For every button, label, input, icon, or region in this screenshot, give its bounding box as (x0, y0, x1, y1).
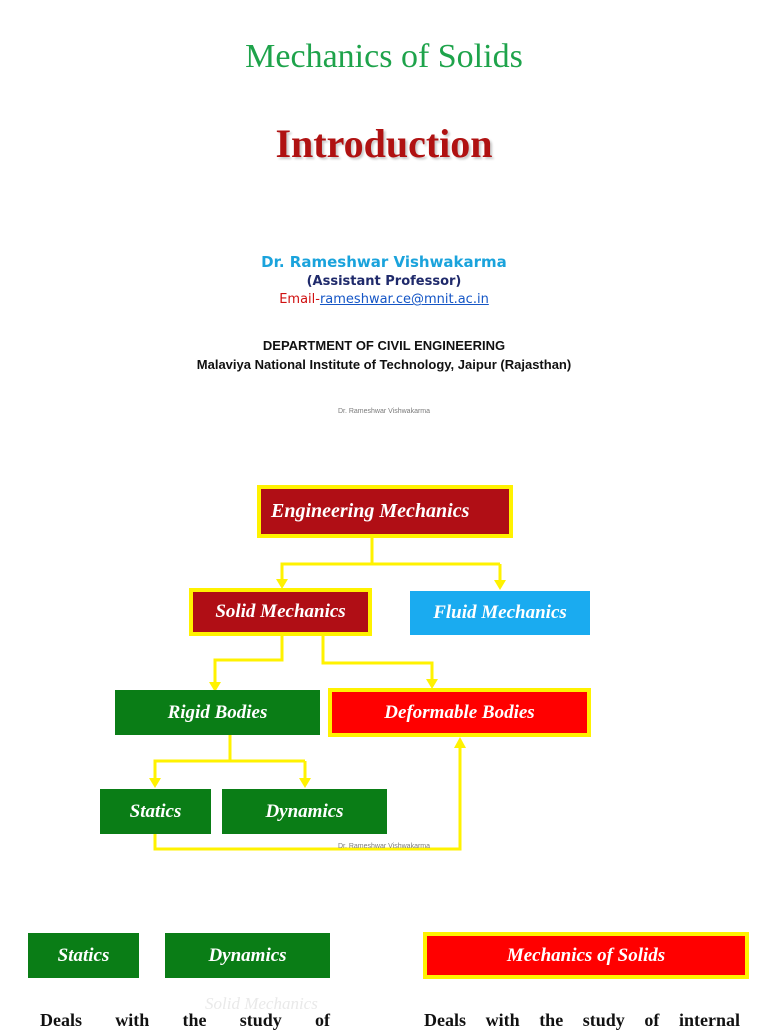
slide3-left-text: Deals with the study of (40, 1010, 330, 1030)
box-deformable-bodies: Deformable Bodies (328, 688, 591, 737)
slide3-right-text: Deals with the study of internal (424, 1010, 740, 1030)
box-statics: Statics (100, 789, 211, 834)
connector-solid-deformable (323, 636, 432, 680)
author-name: Dr. Rameshwar Vishwakarma (261, 253, 507, 271)
connector-root-branch (282, 538, 372, 580)
email-label: Email- (279, 292, 320, 307)
email-link[interactable]: rameshwar.ce@mnit.ac.in (319, 292, 489, 307)
box-rigid-bodies: Rigid Bodies (115, 690, 320, 735)
slide3-box-dynamics: Dynamics (165, 933, 330, 978)
department-name: DEPARTMENT OF CIVIL ENGINEERING (262, 338, 506, 353)
slide-subtitle: Introduction (275, 121, 493, 166)
connector-rigid-branch (155, 735, 230, 779)
arrowhead-statics (149, 778, 161, 788)
box-engineering-mechanics: Engineering Mechanics (257, 485, 513, 538)
arrowhead-loop (454, 737, 466, 748)
slide3-box-statics: Statics (28, 933, 139, 978)
slide-footer: Dr. Rameshwar Vishwakarma (337, 408, 431, 415)
arrowhead-dynamics (299, 778, 311, 788)
slide3-watermark: Solid Mechanics (205, 994, 318, 1013)
institute-name: Malaviya National Institute of Technology, Jaipur (Rajasthan) (196, 357, 572, 372)
box-fluid-mechanics: Fluid Mechanics (410, 591, 590, 635)
box-dynamics: Dynamics (222, 789, 387, 834)
slide-title: Mechanics of Solids (245, 38, 523, 75)
arrowhead-fluid (494, 580, 506, 590)
diagram-footer: Dr. Rameshwar Vishwakarma (337, 843, 431, 850)
box-solid-mechanics: Solid Mechanics (189, 588, 372, 636)
connector-solid-rigid (215, 636, 282, 683)
author-role: (Assistant Professor) (306, 274, 462, 289)
slide3-box-mechanics-of-solids: Mechanics of Solids (423, 932, 749, 979)
